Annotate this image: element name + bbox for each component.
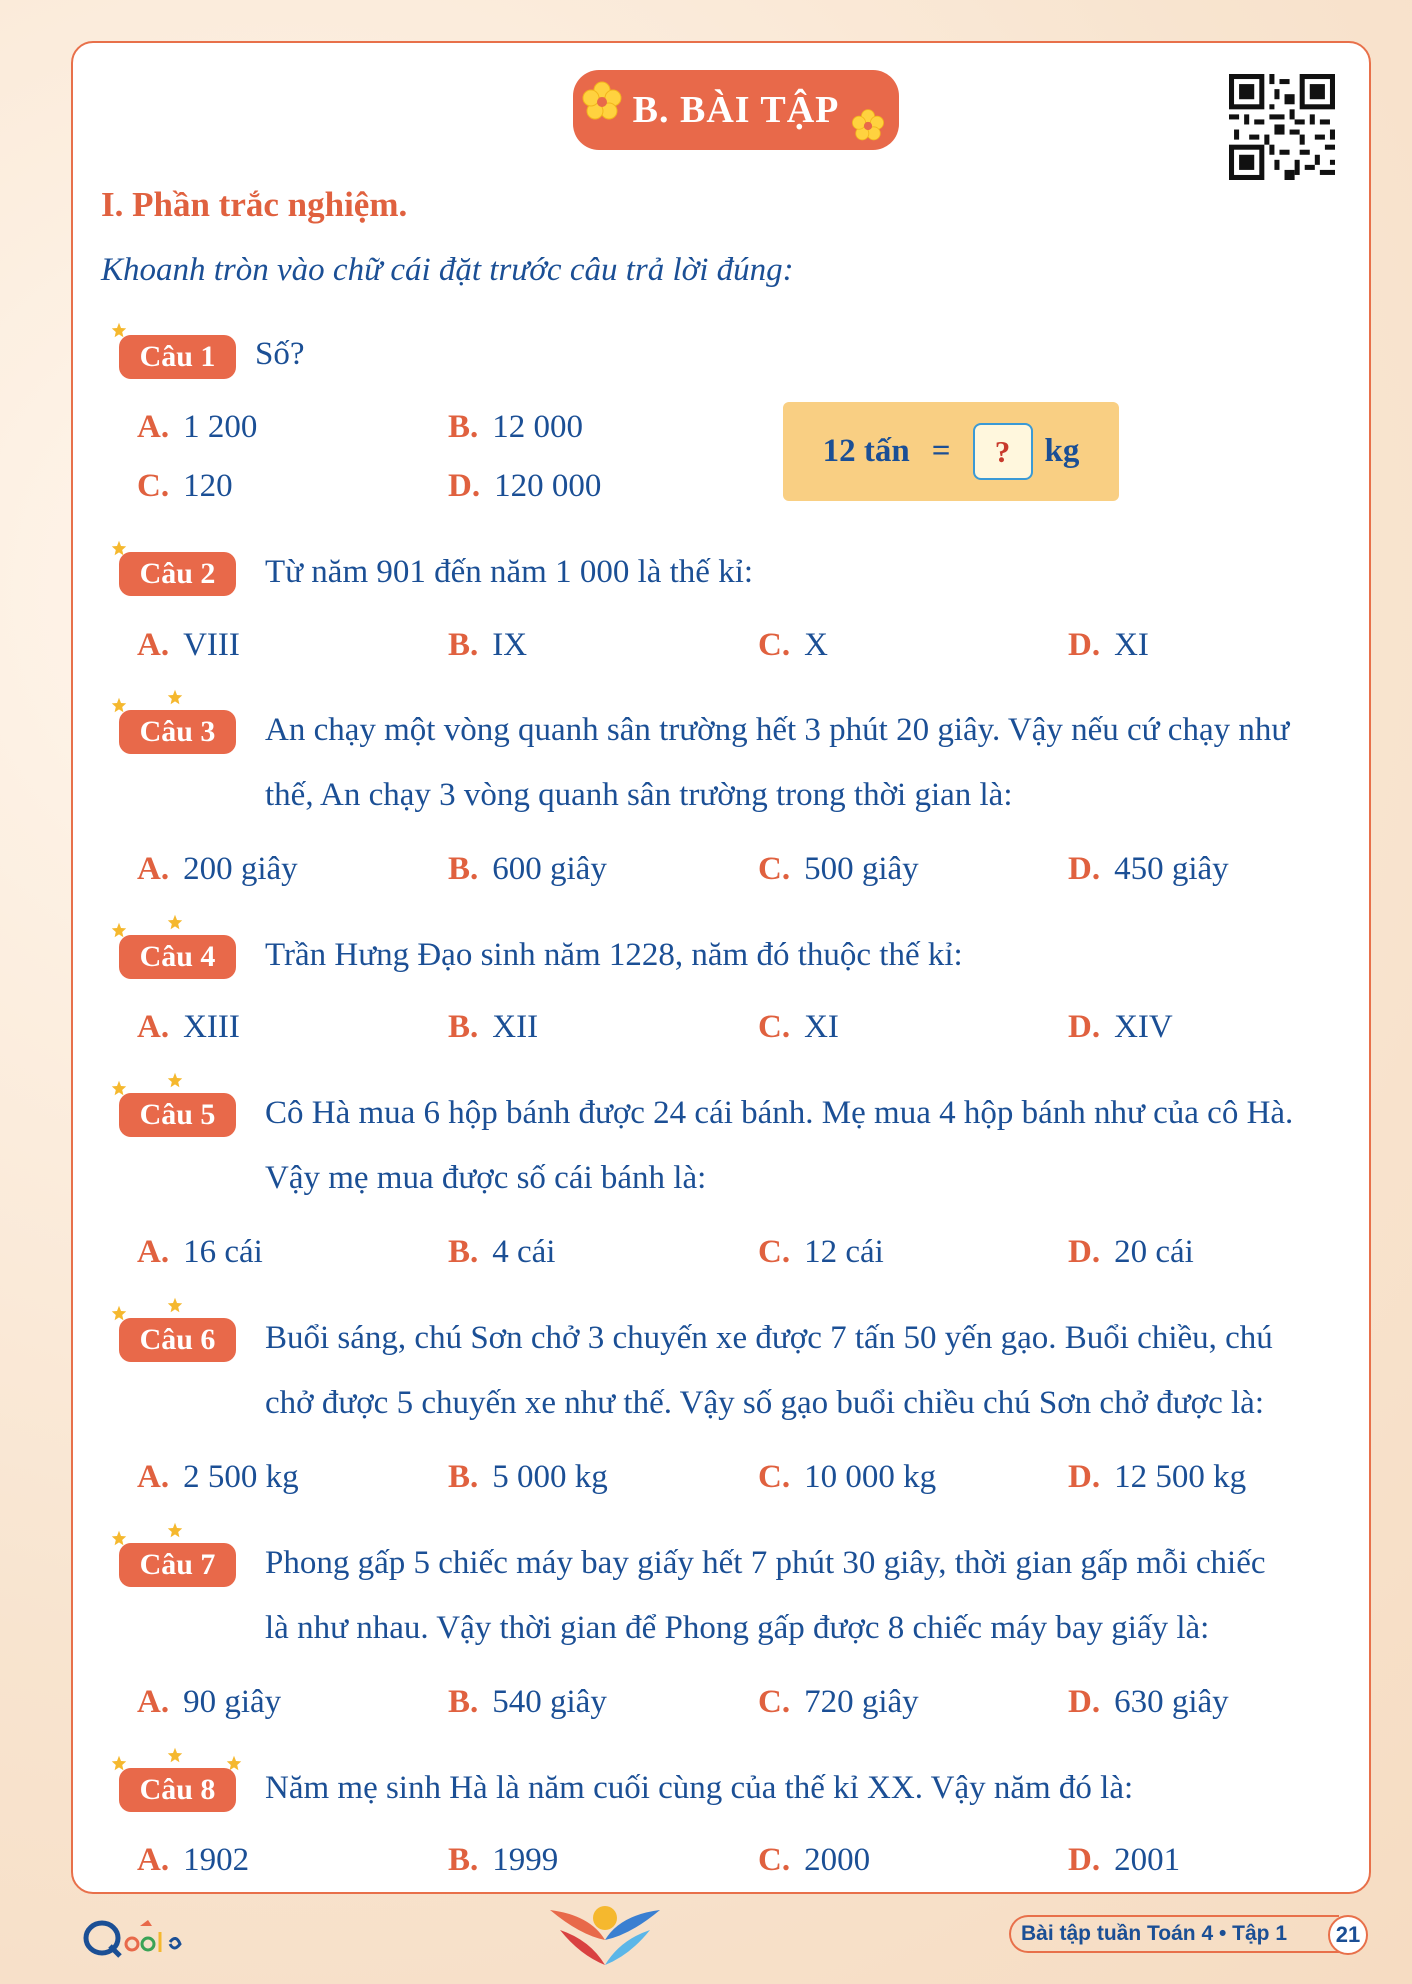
question-text: An chạy một vòng quanh sân trường hết 3 phút 20 giây. Vậy nếu cứ chạy như xyxy=(265,712,1290,748)
answer-option[interactable] xyxy=(758,627,828,664)
answer-option[interactable] xyxy=(758,1842,870,1879)
option-text: 20 cái xyxy=(1114,1234,1194,1270)
answer-option[interactable] xyxy=(1068,627,1149,664)
flower-icon xyxy=(850,108,886,144)
option-text: 16 cái xyxy=(183,1234,263,1270)
conversion-unit: kg xyxy=(1044,433,1080,469)
option-letter: A. xyxy=(137,627,170,663)
question-badge: Câu 8 xyxy=(119,1768,236,1812)
question-text: thế, An chạy 3 vòng quanh sân trường trong thời gian là: xyxy=(265,777,1013,813)
answer-option[interactable] xyxy=(137,851,298,888)
star-icon xyxy=(167,914,183,930)
instruction-text: Khoanh tròn vào chữ cái đặt trước câu trả lời đúng: xyxy=(101,252,794,288)
answer-option[interactable] xyxy=(758,1009,839,1046)
option-letter: B. xyxy=(448,1684,479,1720)
answer-option[interactable] xyxy=(448,851,607,888)
option-text: 2 500 kg xyxy=(183,1459,299,1495)
option-text: 500 giây xyxy=(804,851,919,887)
question-text: Trần Hưng Đạo sinh năm 1228, năm đó thuộc thế kỉ: xyxy=(265,937,963,973)
question-badge: Câu 4 xyxy=(119,935,236,979)
option-text: 12 000 xyxy=(492,409,584,445)
option-text: VIII xyxy=(183,627,240,663)
option-text: 630 giây xyxy=(1114,1684,1229,1720)
option-letter: A. xyxy=(137,1009,170,1045)
answer-option[interactable] xyxy=(448,1684,607,1721)
option-letter: A. xyxy=(137,1234,170,1270)
option-letter: C. xyxy=(758,1842,791,1878)
answer-option[interactable] xyxy=(137,409,257,446)
star-icon xyxy=(167,1522,183,1538)
answer-option[interactable] xyxy=(137,1009,240,1046)
option-letter: D. xyxy=(1068,1842,1101,1878)
answer-option[interactable] xyxy=(1068,851,1229,888)
option-letter: B. xyxy=(448,1842,479,1878)
answer-option[interactable] xyxy=(758,1234,884,1271)
option-letter: C. xyxy=(758,1459,791,1495)
answer-option[interactable] xyxy=(758,1684,919,1721)
answer-option[interactable] xyxy=(448,1234,555,1271)
book-title: Bài tập tuần Toán 4 • Tập 1 xyxy=(1009,1915,1339,1953)
answer-option[interactable] xyxy=(1068,1459,1246,1496)
qr-code-icon[interactable] xyxy=(1229,74,1335,180)
question-text: chở được 5 chuyến xe như thế. Vậy số gạo buổi chiều chú Sơn chở được là: xyxy=(265,1385,1264,1421)
option-text: XI xyxy=(1114,627,1149,663)
option-letter: C. xyxy=(758,1684,791,1720)
option-letter: C. xyxy=(137,468,170,504)
option-letter: D. xyxy=(1068,1234,1101,1270)
option-letter: A. xyxy=(137,1459,170,1495)
question-text: là như nhau. Vậy thời gian để Phong gấp được 8 chiếc máy bay giấy là: xyxy=(265,1610,1210,1646)
option-text: 600 giây xyxy=(492,851,607,887)
option-letter: B. xyxy=(448,1009,479,1045)
option-letter: C. xyxy=(758,627,791,663)
question-badge: Câu 6 xyxy=(119,1318,236,1362)
answer-option[interactable] xyxy=(448,468,601,505)
option-letter: B. xyxy=(448,409,479,445)
option-text: 10 000 kg xyxy=(804,1459,937,1495)
question-text: Số? xyxy=(255,336,305,372)
option-text: 1999 xyxy=(492,1842,559,1878)
option-letter: B. xyxy=(448,1459,479,1495)
question-text: Phong gấp 5 chiếc máy bay giấy hết 7 phút 30 giây, thời gian gấp mỗi chiếc xyxy=(265,1545,1266,1581)
option-letter: C. xyxy=(758,1234,791,1270)
answer-option[interactable] xyxy=(448,1842,558,1879)
answer-option[interactable] xyxy=(448,1459,608,1496)
question-badge: Câu 2 xyxy=(119,552,236,596)
star-icon xyxy=(167,1747,183,1763)
answer-option[interactable] xyxy=(758,851,919,888)
question-badge: Câu 7 xyxy=(119,1543,236,1587)
option-text: X xyxy=(804,627,828,663)
question-text: Cô Hà mua 6 hộp bánh được 24 cái bánh. Mẹ mua 4 hộp bánh như của cô Hà. xyxy=(265,1095,1294,1131)
answer-blank[interactable]: ? xyxy=(973,423,1033,480)
question-badge: Câu 1 xyxy=(119,335,236,379)
option-text: 2001 xyxy=(1114,1842,1181,1878)
option-text: 1902 xyxy=(183,1842,250,1878)
answer-option[interactable] xyxy=(448,1009,538,1046)
option-letter: D. xyxy=(1068,1459,1101,1495)
option-letter: D. xyxy=(448,468,481,504)
option-text: 5 000 kg xyxy=(492,1459,608,1495)
option-text: 90 giây xyxy=(183,1684,282,1720)
option-text: 4 cái xyxy=(492,1234,556,1270)
option-text: 540 giây xyxy=(492,1684,607,1720)
option-text: 720 giây xyxy=(804,1684,919,1720)
option-letter: D. xyxy=(1068,627,1101,663)
option-text: IX xyxy=(492,627,528,663)
answer-option[interactable] xyxy=(137,1459,299,1496)
option-letter: B. xyxy=(448,627,479,663)
option-letter: A. xyxy=(137,1684,170,1720)
option-text: 200 giây xyxy=(183,851,298,887)
star-icon xyxy=(167,1297,183,1313)
answer-option[interactable] xyxy=(137,1842,249,1879)
question-text: Vậy mẹ mua được số cái bánh là: xyxy=(265,1160,707,1196)
option-text: 2000 xyxy=(804,1842,871,1878)
option-letter: D. xyxy=(1068,1009,1101,1045)
answer-option[interactable] xyxy=(758,1459,936,1496)
answer-option[interactable] xyxy=(137,1684,281,1721)
answer-option[interactable] xyxy=(448,409,583,446)
option-text: 12 cái xyxy=(804,1234,884,1270)
conversion-box xyxy=(783,402,1119,501)
star-icon xyxy=(167,689,183,705)
question-badge: Câu 3 xyxy=(119,710,236,754)
flower-icon xyxy=(580,80,624,124)
option-text: XI xyxy=(804,1009,839,1045)
option-letter: B. xyxy=(448,1234,479,1270)
option-text: XIV xyxy=(1114,1009,1173,1045)
answer-option[interactable] xyxy=(1068,1009,1173,1046)
qbooks-logo xyxy=(80,1912,190,1960)
star-icon xyxy=(167,1072,183,1088)
option-letter: C. xyxy=(758,1009,791,1045)
option-text: 450 giây xyxy=(1114,851,1229,887)
answer-option[interactable] xyxy=(1068,1234,1194,1271)
option-text: 120 000 xyxy=(494,468,602,504)
answer-option[interactable] xyxy=(448,627,527,664)
answer-option[interactable] xyxy=(137,468,233,505)
part-title: I. Phần trắc nghiệm. xyxy=(101,185,408,224)
wings-logo xyxy=(545,1900,665,1970)
option-letter: A. xyxy=(137,409,170,445)
option-letter: D. xyxy=(1068,1684,1101,1720)
option-letter: D. xyxy=(1068,851,1101,887)
option-letter: C. xyxy=(758,851,791,887)
question-text: Từ năm 901 đến năm 1 000 là thế kỉ: xyxy=(265,554,754,590)
option-letter: A. xyxy=(137,1842,170,1878)
question-badge: Câu 5 xyxy=(119,1093,236,1137)
answer-option[interactable] xyxy=(1068,1684,1229,1721)
option-text: XIII xyxy=(183,1009,240,1045)
question-text: Buổi sáng, chú Sơn chở 3 chuyến xe được 7 tấn 50 yến gạo. Buổi chiều, chú xyxy=(265,1320,1273,1356)
question-text: Năm mẹ sinh Hà là năm cuối cùng của thế kỉ XX. Vậy năm đó là: xyxy=(265,1770,1134,1806)
option-letter: A. xyxy=(137,851,170,887)
page-number: 21 xyxy=(1328,1915,1368,1955)
option-text: 1 200 xyxy=(183,409,258,445)
conversion-left: 12 tấn xyxy=(822,433,910,469)
equals-sign: = xyxy=(931,433,951,469)
section-title: B. BÀI TẬP xyxy=(573,70,899,150)
answer-option[interactable] xyxy=(137,627,240,664)
option-text: XII xyxy=(492,1009,539,1045)
answer-option[interactable] xyxy=(1068,1842,1180,1879)
option-text: 12 500 kg xyxy=(1114,1459,1247,1495)
answer-option[interactable] xyxy=(137,1234,263,1271)
option-text: 120 xyxy=(183,468,233,504)
option-letter: B. xyxy=(448,851,479,887)
